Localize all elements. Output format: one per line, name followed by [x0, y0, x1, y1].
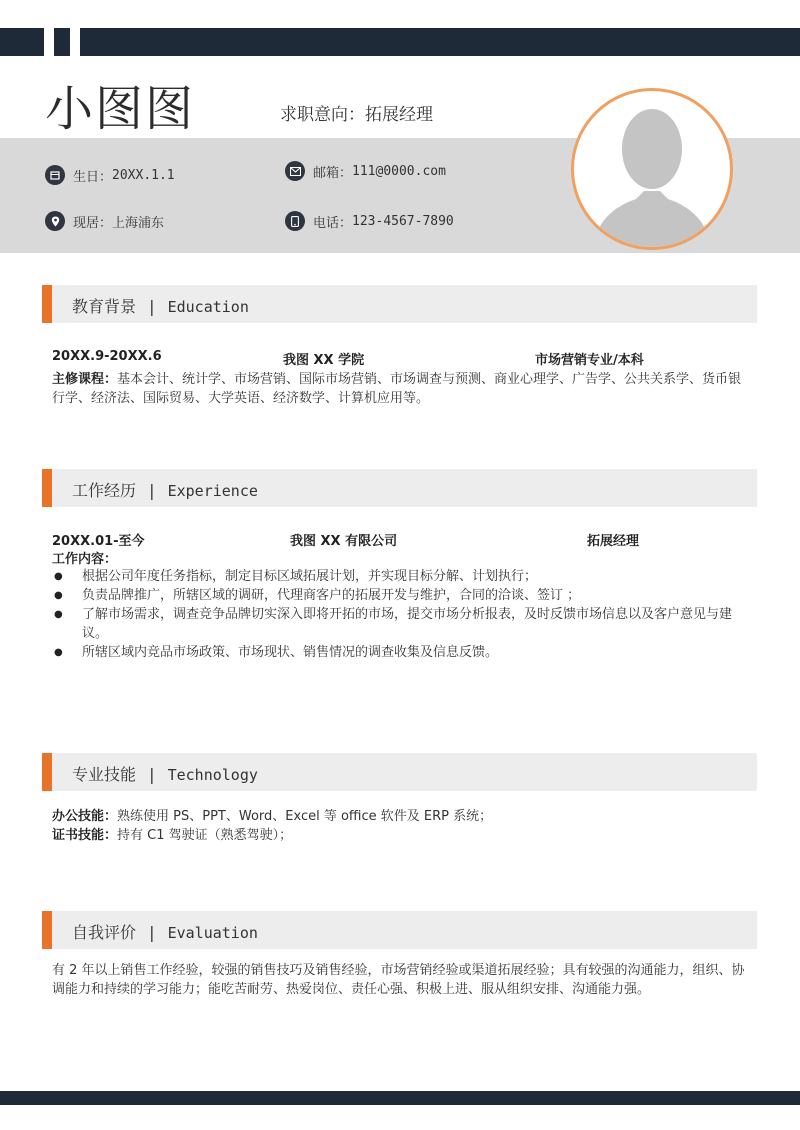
education-school: 我图 XX 学院	[283, 353, 365, 368]
section-accent-bar	[42, 911, 52, 949]
courses-label: 主修课程：	[52, 372, 118, 387]
section-title-cn: 教育背景	[72, 297, 137, 316]
courses-text: 基本会计、统计学、市场营销、国际市场营销、市场调查与预测、商业心理学、广告学、公共关系学、货币银行学、经济法、国际贸易、大学英语、经济数学、计算机应用等。	[52, 372, 742, 406]
residence-label: 现居：	[73, 215, 113, 231]
section-title-en: Education	[167, 298, 249, 316]
mail-icon	[285, 161, 305, 181]
person-silhouette-icon	[574, 91, 730, 247]
bottom-bar	[0, 1091, 800, 1105]
job-intent-label: 求职意向：	[280, 105, 365, 125]
experience-company: 我图 XX 有限公司	[290, 534, 398, 549]
title-separator: |	[149, 297, 155, 316]
office-skills-text: 熟练使用 PS、PPT、Word、Excel 等 office 软件及 ERP 系统；	[117, 809, 493, 824]
section-title-en: Evaluation	[167, 924, 258, 942]
experience-position: 拓展经理	[587, 534, 640, 549]
birthday-label: 生日：	[73, 169, 113, 185]
location-pin-icon	[45, 211, 65, 231]
candidate-name: 小图图	[45, 81, 196, 137]
work-content-label: 工作内容：	[52, 552, 118, 567]
education-courses	[52, 370, 752, 408]
section-accent-bar	[42, 285, 52, 323]
phone-label: 电话：	[313, 215, 353, 231]
calendar-icon	[45, 165, 65, 185]
skills-office	[52, 807, 752, 826]
section-title-en: Technology	[167, 766, 258, 784]
skills-cert	[52, 826, 752, 845]
title-separator: |	[149, 481, 155, 500]
section-header-evaluation	[42, 911, 757, 949]
info-residence	[45, 211, 164, 231]
section-title	[72, 762, 258, 785]
birthday-value: 20XX.1.1	[112, 167, 175, 183]
section-title-en: Experience	[167, 482, 258, 500]
education-period: 20XX.9-20XX.6	[52, 349, 162, 364]
title-separator: |	[149, 923, 155, 942]
cert-skills-text: 持有 C1 驾驶证（熟悉驾驶）；	[117, 828, 293, 843]
section-title-cn: 工作经历	[72, 481, 137, 500]
info-email	[285, 161, 446, 181]
residence-value: 上海浦东	[112, 215, 165, 231]
job-intent	[280, 100, 433, 125]
profile-photo	[571, 88, 733, 250]
section-header-skills	[42, 753, 757, 791]
section-title	[72, 920, 258, 943]
phone-value: 123-4567-7890	[352, 213, 454, 229]
title-separator: |	[149, 765, 155, 784]
experience-period: 20XX.01-至今	[52, 534, 145, 549]
section-header-education	[42, 285, 757, 323]
evaluation-text: 有 2 年以上销售工作经验，较强的销售技巧及销售经验，市场营销经验或渠道拓展经验；具有较强的沟通能力，组织、协调能力和持续的学习能力；能吃苦耐劳、热爱岗位、责任心强、积极上进、服从组织安排、沟通能力强。	[52, 963, 745, 997]
info-phone	[285, 211, 454, 231]
top-bar-notch	[70, 28, 80, 56]
section-accent-bar	[42, 753, 52, 791]
work-content-list	[52, 567, 752, 662]
section-title	[72, 478, 258, 501]
job-intent-value: 拓展经理	[365, 105, 433, 125]
email-value: 111@0000.com	[352, 163, 446, 179]
cert-skills-label: 证书技能：	[52, 828, 118, 843]
email-label: 邮箱：	[313, 165, 353, 181]
phone-icon	[285, 211, 305, 231]
info-birthday	[45, 165, 175, 185]
list-item: ● 所辖区域内竞品市场政策、市场现状、销售情况的调查收集及信息反馈。	[52, 643, 752, 662]
top-bar	[0, 28, 800, 56]
section-title-cn: 自我评价	[72, 923, 137, 942]
section-title-cn: 专业技能	[72, 765, 137, 784]
list-item: ● 负责品牌推广，所辖区域的调研，代理商客户的拓展开发与维护，合同的洽谈、签订 ；	[52, 586, 752, 605]
list-item: ● 根据公司年度任务指标，制定目标区域拓展计划，并实现目标分解、计划执行；	[52, 567, 752, 586]
section-accent-bar	[42, 469, 52, 507]
list-item: ● 了解市场需求，调查竞争品牌切实深入即将开拓的市场，提交市场分析报表，及时反馈市场信息以及客户意见与建议。	[52, 605, 752, 643]
section-header-experience	[42, 469, 757, 507]
top-bar-notch	[44, 28, 54, 56]
office-skills-label: 办公技能：	[52, 809, 118, 824]
education-major: 市场营销专业/本科	[535, 353, 644, 368]
section-title	[72, 294, 249, 317]
